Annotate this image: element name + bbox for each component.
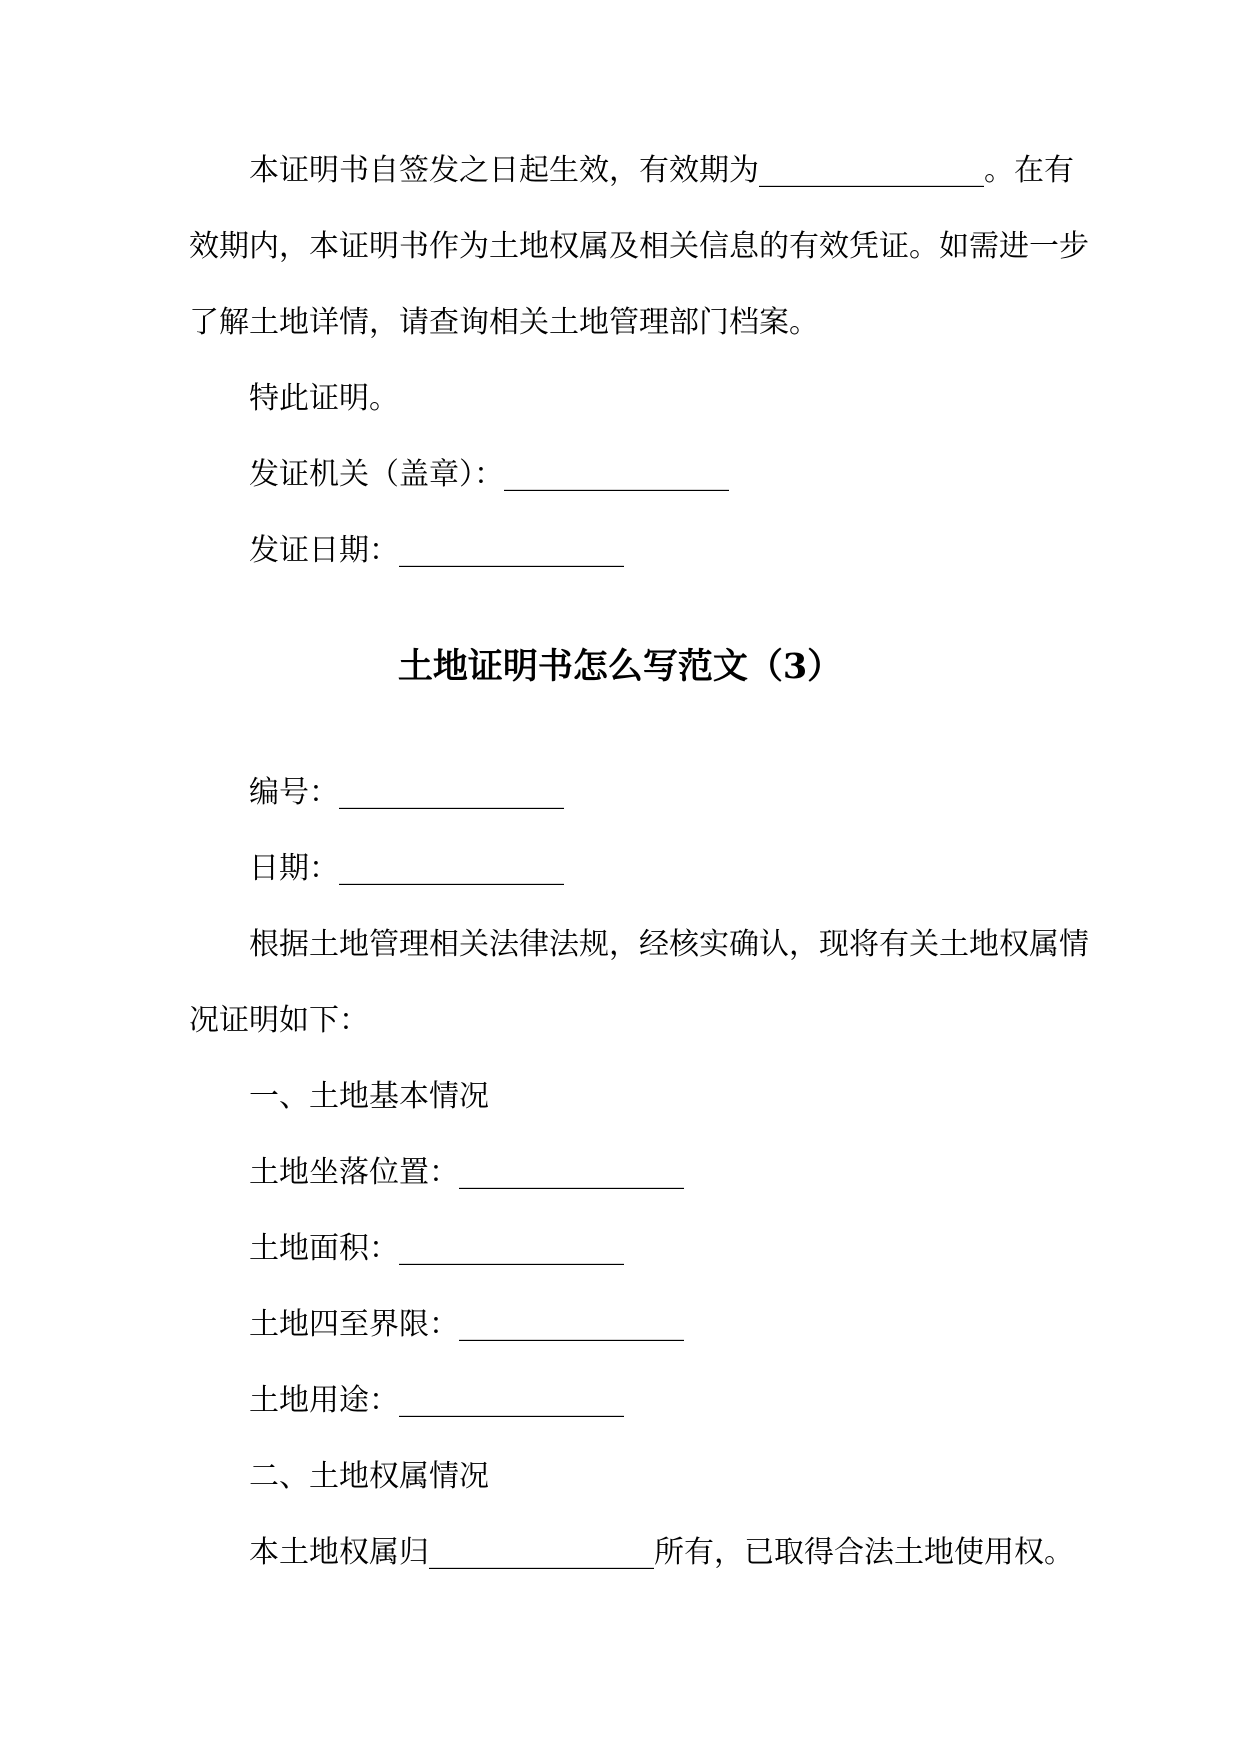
issuing-authority-field: 发证机关（盖章）：_______________ xyxy=(249,457,729,492)
document-body xyxy=(189,133,1089,1591)
issue-date-field: 发证日期：_______________ xyxy=(249,533,624,568)
heading-land-basics: 一、土地基本情况 xyxy=(249,1079,489,1114)
validity-paragraph-line: 本证明书自签发之日起生效，有效期为_______________。在有 xyxy=(249,153,1074,188)
number-field: 编号：_______________ xyxy=(249,775,564,810)
validity-paragraph-line: 了解土地详情，请查询相关土地管理部门档案。 xyxy=(189,305,819,340)
validity-paragraph-line: 效期内，本证明书作为土地权属及相关信息的有效凭证。如需进一步 xyxy=(189,229,1089,264)
land-use-field: 土地用途：_______________ xyxy=(249,1383,624,1418)
ownership-sentence: 本土地权属归_______________所有，已取得合法土地使用权。 xyxy=(249,1535,1074,1570)
intro-paragraph xyxy=(189,907,1089,1059)
heading-land-ownership: 二、土地权属情况 xyxy=(249,1459,489,1494)
date-field: 日期：_______________ xyxy=(249,851,564,886)
land-boundary-field: 土地四至界限：_______________ xyxy=(249,1307,684,1342)
validity-paragraph xyxy=(189,133,1089,361)
intro-paragraph-line: 根据土地管理相关法律法规，经核实确认，现将有关土地权属情 xyxy=(249,927,1089,962)
closing-statement: 特此证明。 xyxy=(249,381,399,416)
intro-paragraph-line: 况证明如下： xyxy=(189,1003,369,1038)
land-area-field: 土地面积：_______________ xyxy=(249,1231,624,1266)
section-title: 土地证明书怎么写范文（3） xyxy=(397,646,843,687)
land-location-field: 土地坐落位置：_______________ xyxy=(249,1155,684,1190)
